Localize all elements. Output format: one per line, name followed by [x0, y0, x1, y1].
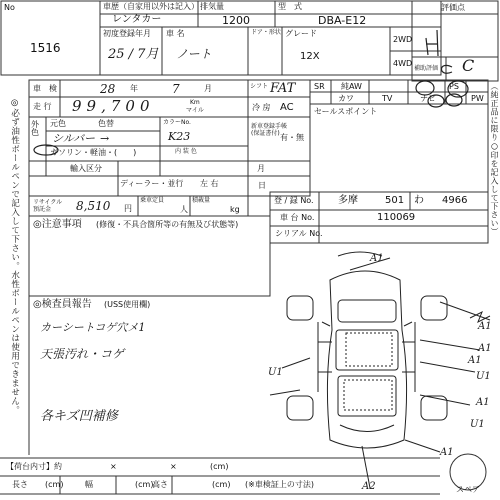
- first-reg-value: 25 / 7月: [108, 47, 159, 62]
- recycle-label: リサイクル預託金: [33, 199, 63, 214]
- mark-a1-right-4: A1: [468, 355, 482, 366]
- car-history-label: 車歴（自家用以外は記入）: [103, 2, 199, 11]
- equip-navi: ナビ: [420, 94, 436, 103]
- no-label: No: [4, 3, 15, 12]
- car-history-value: レンタカー: [112, 14, 162, 25]
- capacity-unit: 人: [180, 205, 188, 214]
- plate-kana: わ: [414, 195, 424, 206]
- displacement-label: 排気量: [200, 2, 224, 11]
- shaken-month: 7: [172, 82, 180, 96]
- spare-label: スペア: [456, 485, 480, 494]
- tsuki: 月: [204, 84, 212, 93]
- recycle-value: 8,510: [76, 199, 111, 213]
- cm-3: (cm): [135, 480, 154, 489]
- nen: 年: [130, 84, 138, 93]
- load-unit: kg: [230, 205, 240, 214]
- plate-area: 多摩: [338, 195, 358, 206]
- color-no-value: K23: [168, 130, 191, 143]
- times-2: ×: [170, 462, 177, 471]
- interior-label: 補助評価: [414, 65, 439, 72]
- capacity-label: 乗車定員: [140, 197, 165, 204]
- mark-a1-right-1: A1: [478, 321, 492, 332]
- km-label: Km: [190, 99, 200, 106]
- color-value: シルバー: [52, 132, 95, 145]
- length-label: 長さ: [12, 480, 28, 489]
- original-color-label: 元色: [50, 119, 66, 128]
- equip-pw: PW: [471, 94, 484, 103]
- grade-label: グレード: [285, 29, 317, 38]
- load-label: 積載量: [192, 197, 211, 204]
- equip-ps: PS: [449, 82, 459, 91]
- inspect-month: 月: [257, 164, 265, 173]
- side-instruction: ◎必ず油性ボールペンで記入して下さい。水性ボールペンは使用できません。: [9, 98, 20, 415]
- mark-u1-left: U1: [268, 367, 283, 378]
- mark-u1-right-2: U1: [470, 419, 485, 430]
- cm-2: (cm): [45, 480, 64, 489]
- mark-a1-right-3: A1: [476, 397, 490, 408]
- plate-class: 501: [385, 195, 405, 206]
- color-arrow: →: [100, 132, 110, 145]
- shaken-label: 車 検: [33, 84, 57, 93]
- sales-point-label: セールスポイント: [314, 107, 378, 116]
- cm-4: (cm): [212, 480, 231, 489]
- shaken-year: 28: [100, 82, 116, 96]
- grade-value: 12X: [300, 51, 320, 62]
- interior-value: C: [462, 56, 475, 75]
- ac-label: 冷 房: [252, 103, 271, 112]
- car-name-value: ノート: [176, 47, 212, 61]
- mark-u1-right: U1: [476, 371, 491, 382]
- mark-a1-right-2: A1: [478, 343, 492, 354]
- mileage-value: 99,700: [72, 97, 155, 115]
- recall-value: 有・無: [280, 133, 304, 142]
- width-label: 幅: [85, 480, 93, 489]
- car-name-label: 車 名: [166, 29, 185, 38]
- mileage-label: 走 行: [33, 102, 52, 111]
- plate-label: 登 / 録 No.: [274, 196, 314, 205]
- drive-2wd: 2WD: [393, 35, 413, 44]
- outer-size-label: 【荷台内寸】約: [6, 462, 62, 471]
- equip-aw: 純AW: [341, 82, 362, 91]
- score-label: 評価点: [441, 3, 465, 12]
- report-line-1: カーシートコゲ穴メ1: [40, 321, 146, 334]
- serial-label: シリアル No.: [275, 229, 323, 238]
- yen: 円: [124, 204, 132, 213]
- color-no-code: カラーNo.: [163, 119, 191, 126]
- handle-label: 左 右: [200, 179, 219, 188]
- door-label: ドア・形状: [251, 29, 281, 36]
- color-no-label: 色替: [98, 119, 114, 128]
- side-instruction-right: （純正品に限り○印を記入して下さい）: [490, 82, 499, 236]
- color-label: 外 色: [31, 120, 47, 137]
- report-sub: (USS使用欄): [104, 300, 151, 309]
- mark-a2-bottom: A2: [362, 481, 376, 492]
- cm-1: (cm): [210, 462, 229, 471]
- import-value: ディーラー・並行: [120, 179, 184, 188]
- times-1: ×: [110, 462, 117, 471]
- note-label: (※車検証上の寸法): [245, 480, 314, 489]
- height-label: 高さ: [152, 480, 168, 489]
- mile-label: マイル: [186, 107, 204, 114]
- shift-value: FAT: [270, 81, 296, 96]
- caution-sub: (修復・不具合箇所等の有無及び状態等): [96, 220, 239, 229]
- chassis-value: 110069: [377, 212, 416, 223]
- mark-a1-bottom: A1: [440, 447, 454, 458]
- chassis-label: 車 台 No.: [280, 213, 315, 222]
- caution-title: ◎注意事項: [33, 219, 82, 230]
- inspect-day: 日: [258, 181, 266, 190]
- car-diagram: [270, 252, 490, 488]
- lot-number: 1516: [30, 41, 61, 55]
- first-reg-label: 初度登録年月: [103, 29, 151, 38]
- drive-4wd: 4WD: [393, 59, 413, 68]
- interior-color-label: 内 装 色: [175, 148, 197, 155]
- equip-tv: TV: [382, 94, 393, 103]
- model-value: DBA-E12: [318, 14, 367, 27]
- displacement-value: 1200: [222, 14, 250, 27]
- report-title: ◎検査員報告: [33, 299, 92, 310]
- model-label: 型 式: [278, 2, 302, 11]
- recall-label: 新車登録手帳(保証書付): [251, 123, 288, 137]
- ac-value: AC: [280, 102, 294, 113]
- report-line-3: 各キズ凹補修: [40, 409, 118, 424]
- equip-sr: SR: [314, 82, 325, 91]
- import-label: 輸入区分: [70, 164, 102, 173]
- equip-leather: カワ: [338, 94, 354, 103]
- shift-label: シフト: [250, 83, 269, 90]
- plate-number: 4966: [442, 195, 468, 206]
- fuel-value: ガソリン・軽油・( ): [50, 148, 137, 157]
- report-line-2: 天張汚れ・コゲ: [40, 347, 125, 361]
- mark-a1-top: A1: [370, 253, 384, 264]
